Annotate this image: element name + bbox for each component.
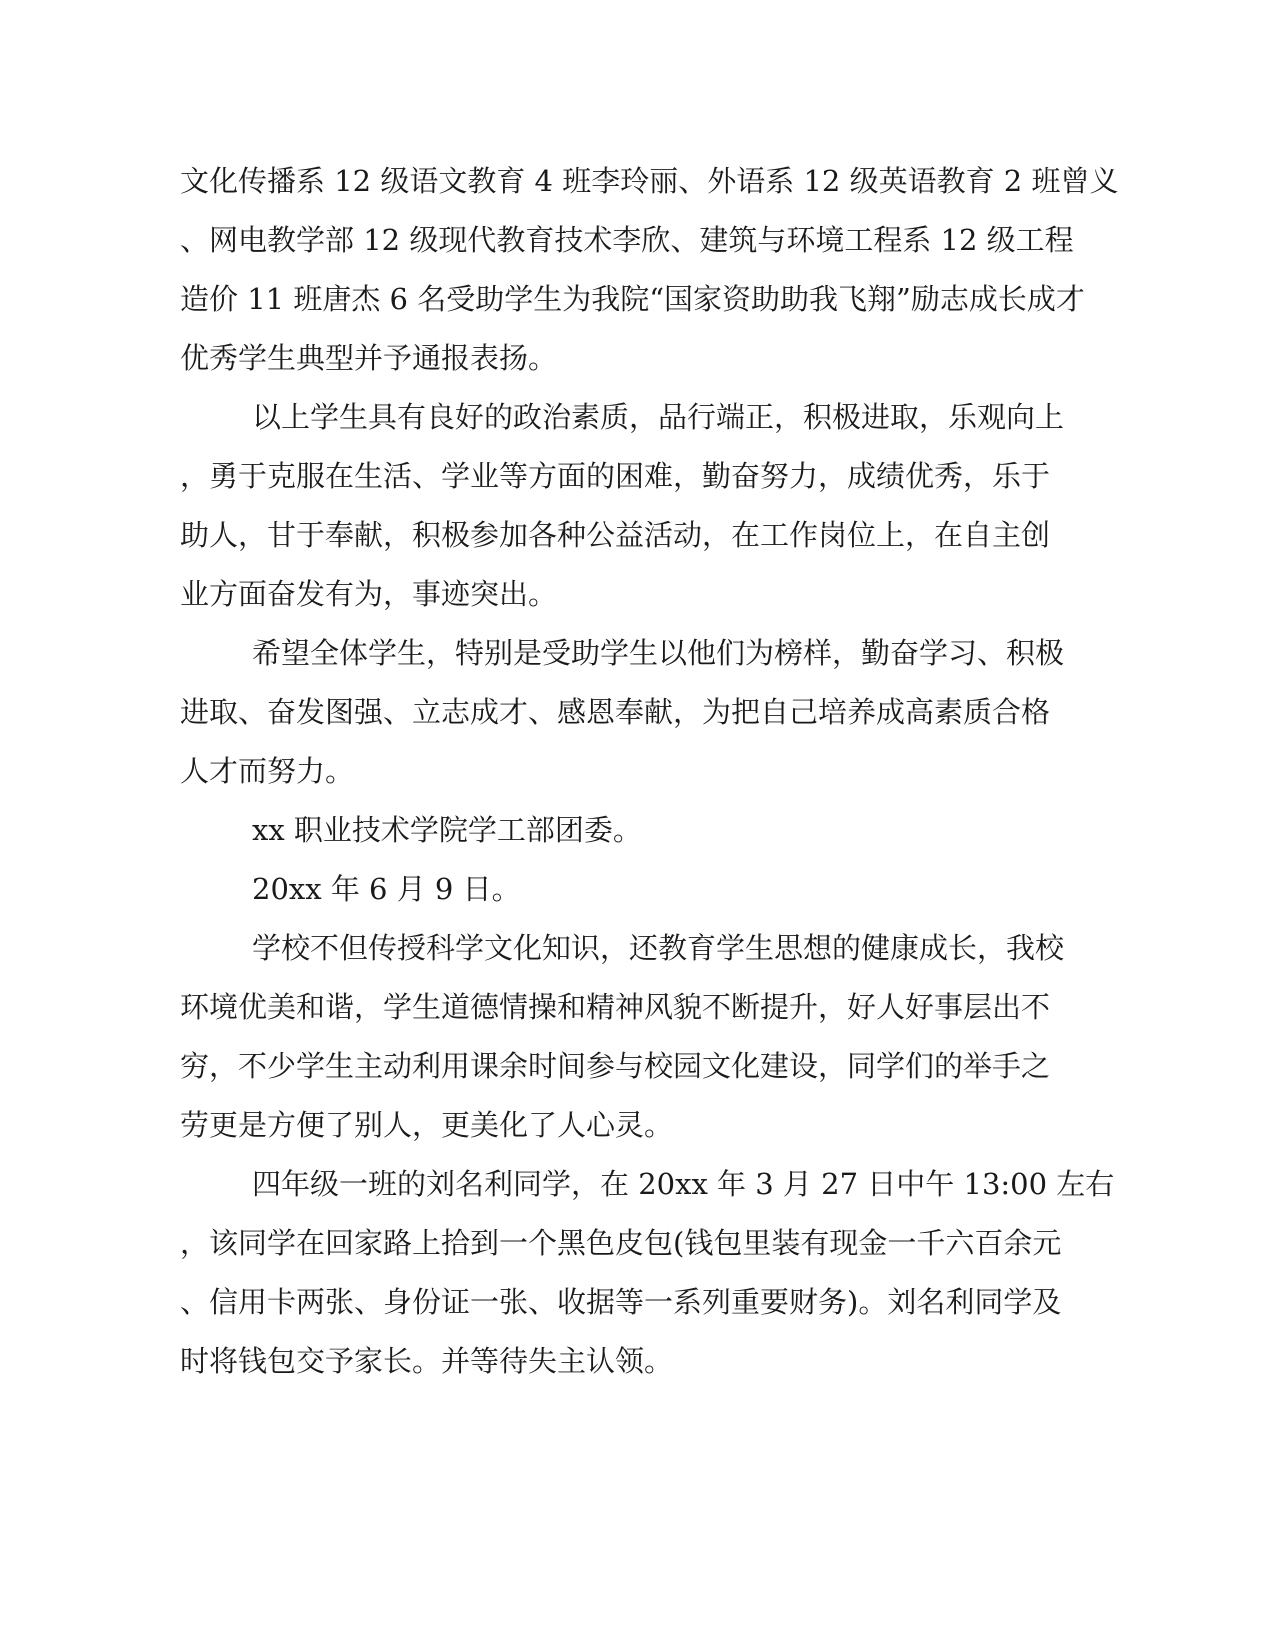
text-line: 希望全体学生，特别是受助学生以他们为榜样，勤奋学习、积极 [252,636,1065,670]
text-line: 优秀学生典型并予通报表扬。 [180,341,558,375]
text-line: 环境优美和谐，学生道德情操和精神风貌不断提升，好人好事层出不 [180,990,1051,1024]
text-line: 穷，不少学生主动利用课余时间参与校园文化建设，同学们的举手之 [180,1049,1051,1083]
text-line: 业方面奋发有为，事迹突出。 [180,577,558,611]
text-line: 造价 11 班唐杰 6 名受助学生为我院“国家资助助我飞翔”励志成长成才 [180,282,1085,316]
text-line: 人才而努力。 [180,754,355,788]
signature-date: 20xx 年 6 月 9 日。 [252,872,521,906]
text-line: 四年级一班的刘名利同学，在 20xx 年 3 月 27 日中午 13:00 左右 [252,1167,1115,1201]
text-line: ，该同学在回家路上拾到一个黑色皮包(钱包里装有现金一千六百余元 [180,1226,1062,1260]
text-line: 文化传播系 12 级语文教育 4 班李玲丽、外语系 12 级英语教育 2 班曾义 [180,164,1119,198]
text-line: 时将钱包交予家长。并等待失主认领。 [180,1344,674,1378]
text-line: 以上学生具有良好的政治素质，品行端正，积极进取，乐观向上 [252,400,1065,434]
text-line: ，勇于克服在生活、学业等方面的困难，勤奋努力，成绩优秀，乐于 [180,459,1051,493]
text-line: 学校不但传授科学文化知识，还教育学生思想的健康成长，我校 [252,931,1065,965]
text-line: 劳更是方便了别人，更美化了人心灵。 [180,1108,674,1142]
text-line: 助人，甘于奉献，积极参加各种公益活动，在工作岗位上，在自主创 [180,518,1051,552]
signature-organization: xx 职业技术学院学工部团委。 [252,813,642,847]
text-line: 、网电教学部 12 级现代教育技术李欣、建筑与环境工程系 12 级工程 [180,223,1074,257]
text-line: 进取、奋发图强、立志成才、感恩奉献，为把自己培养成高素质合格 [180,695,1051,729]
text-line: 、信用卡两张、身份证一张、收据等一系列重要财务)。刘名利同学及 [180,1285,1062,1319]
